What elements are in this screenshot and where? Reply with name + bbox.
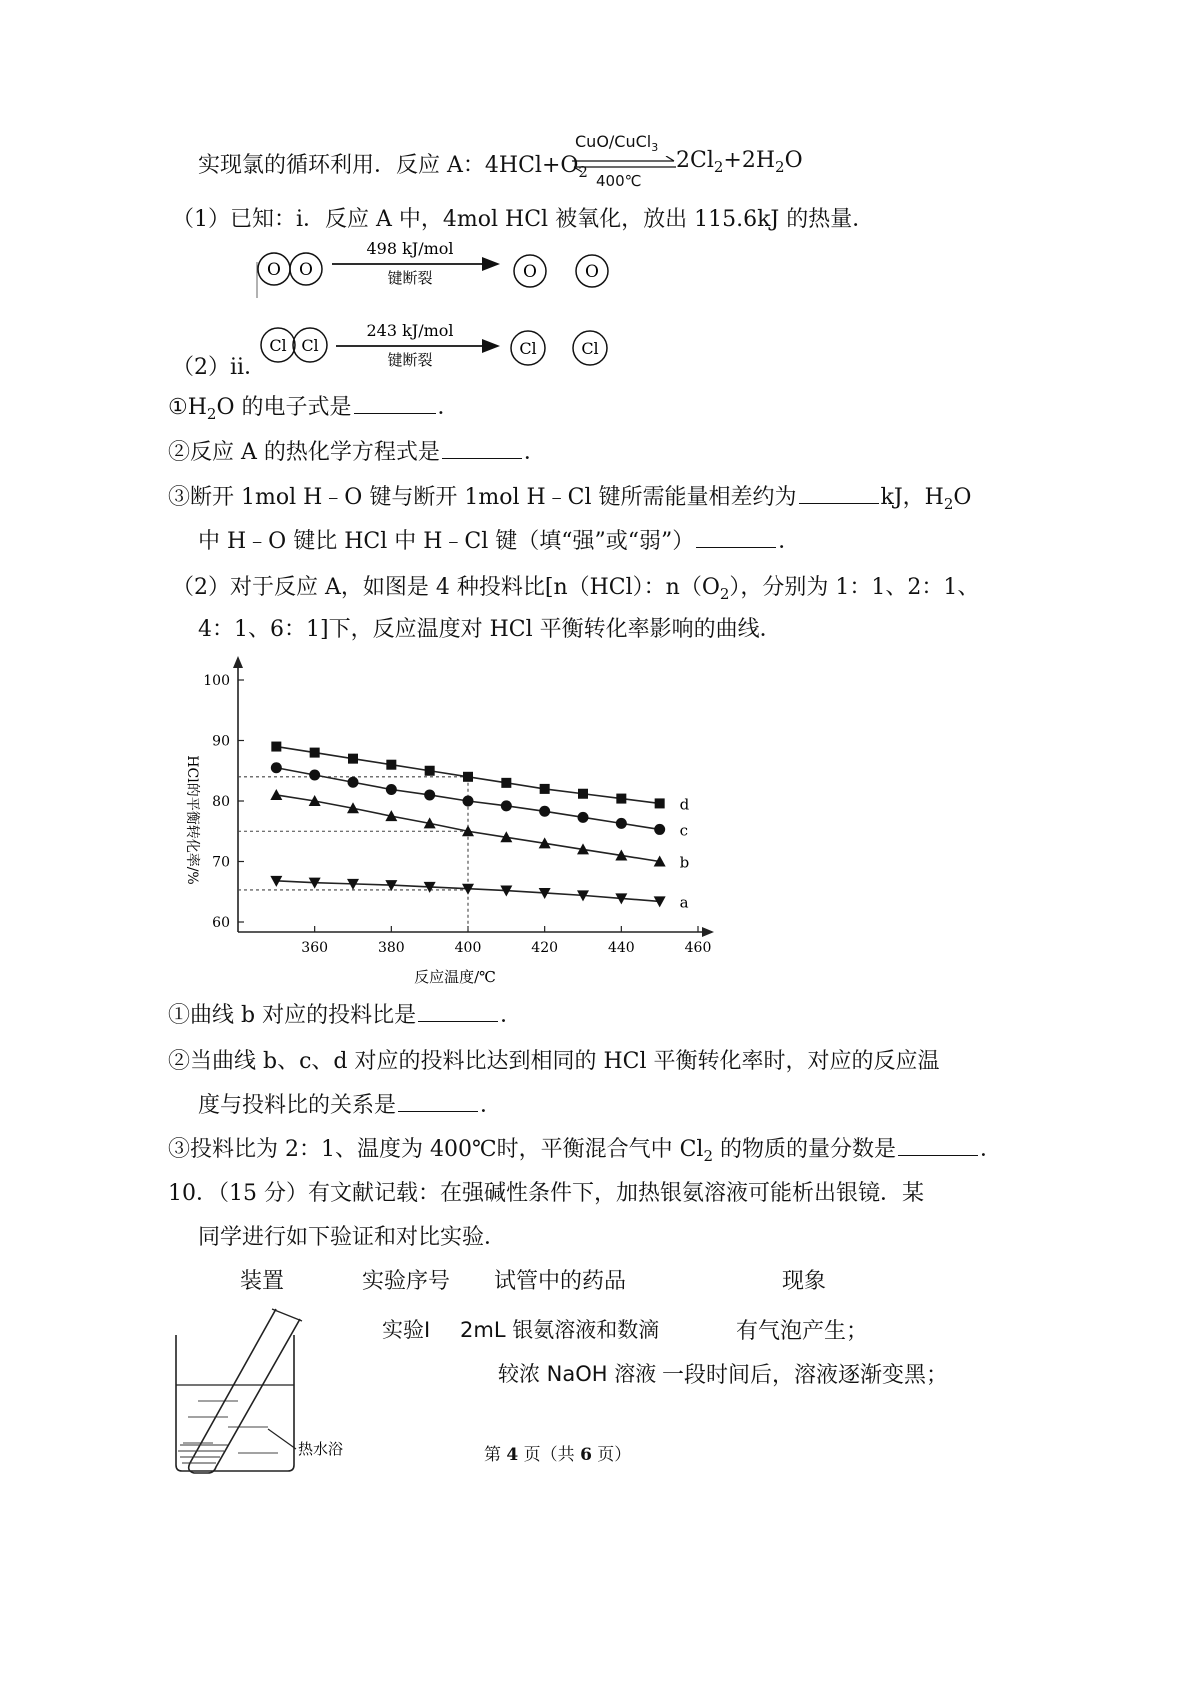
y-tick-label: 80 — [212, 794, 230, 810]
footer-text: 页） — [591, 1445, 632, 1465]
x-axis-label: 反应温度/℃ — [414, 968, 496, 986]
bond-energy-diagram — [250, 234, 630, 384]
item-text: ③断开 1mol H﹣O 键与断开 1mol H﹣Cl 键所需能量相差约为 — [168, 485, 797, 510]
rhs-o: O — [784, 148, 803, 173]
bond-energy-o: 498 kJ/mol — [366, 239, 454, 258]
subscript: 2 — [943, 495, 954, 513]
data-point-circle — [309, 769, 320, 780]
subscript: 2 — [719, 585, 730, 603]
item-text: ． — [437, 395, 460, 420]
bond-break-label: 键断裂 — [387, 351, 433, 369]
data-point-circle — [501, 800, 512, 811]
q1-item1 — [168, 390, 460, 423]
data-point-square — [655, 798, 665, 808]
page-footer — [484, 1440, 631, 1465]
catalyst-text: CuO/CuCl — [575, 132, 652, 151]
y-tick-label: 90 — [212, 733, 230, 750]
series-label-c: c — [679, 821, 689, 840]
atom-label: Cl — [301, 336, 319, 355]
x-tick-label: 420 — [531, 940, 559, 956]
data-point-square — [348, 754, 358, 764]
data-point-circle — [424, 789, 435, 800]
data-point-square — [310, 748, 320, 758]
catalyst-subscript: 3 — [651, 141, 659, 154]
reaction-catalyst — [575, 132, 658, 154]
data-point-triangle-down — [654, 896, 666, 907]
subscript: 2 — [206, 405, 217, 423]
table-row1-seq: 实验Ⅰ — [382, 1318, 431, 1342]
h2-subscript: 2 — [775, 158, 785, 176]
intro-line — [198, 148, 588, 181]
table-row1-phenomenon-line2: 一段时间后，溶液逐渐变黑； — [662, 1363, 949, 1388]
answer-blank[interactable] — [398, 1093, 478, 1112]
item-text: 的物质的量分数是 — [713, 1137, 896, 1162]
cl-atoms — [511, 331, 607, 365]
atom-label: Cl — [581, 339, 599, 358]
rhs-h: +2H — [723, 148, 776, 173]
data-point-square — [463, 772, 473, 782]
q2-item1 — [168, 998, 522, 1029]
data-point-square — [501, 778, 511, 788]
item-text: ． — [523, 440, 546, 465]
arrow-head — [482, 339, 500, 353]
page-total: 6 — [580, 1445, 592, 1465]
table-header-apparatus: 装置 — [240, 1269, 285, 1294]
x-tick-label: 440 — [607, 940, 635, 956]
item-text: ②反应 A 的热化学方程式是 — [168, 440, 440, 465]
arrow-head — [482, 257, 500, 271]
atom-label: Cl — [269, 336, 287, 355]
data-point-triangle-up — [270, 789, 282, 800]
atom-label: O — [523, 262, 537, 282]
q2-item2-line1: ②当曲线 b、c、d 对应的投料比达到相同的 HCl 平衡转化率时，对应的反应温 — [168, 1049, 940, 1074]
data-point-square — [578, 789, 588, 799]
hcl-conversion-chart — [168, 650, 728, 990]
item-text: ①H — [168, 395, 207, 420]
answer-blank[interactable] — [799, 485, 879, 504]
item-text: 中 H﹣O 键比 HCl 中 H﹣Cl 键（填“强”或“弱”） — [198, 529, 695, 554]
table-header-seq: 实验序号 — [362, 1269, 451, 1294]
bond-break-label: 键断裂 — [387, 269, 433, 287]
bond-energy-cl: 243 kJ/mol — [366, 321, 454, 340]
hot-water-bath-apparatus — [168, 1305, 378, 1480]
data-point-circle — [463, 796, 474, 807]
o2-subscript: 2 — [578, 163, 588, 181]
atom-label: O — [267, 260, 281, 280]
x-tick-label: 400 — [454, 940, 482, 956]
x-tick-label: 460 — [684, 940, 712, 956]
q2-line1 — [172, 570, 979, 603]
q2-item3 — [168, 1132, 1002, 1165]
data-point-circle — [616, 818, 627, 829]
series-label-a: a — [679, 893, 689, 912]
data-point-square — [386, 760, 396, 770]
o-atoms — [514, 255, 608, 287]
reaction-condition: 400℃ — [596, 172, 642, 190]
x-tick-label: 360 — [301, 940, 329, 956]
item-text: ． — [778, 529, 801, 554]
reaction-lhs: 4HCl+O — [484, 153, 579, 178]
table-row1-phenomenon-line1: 有气泡产生； — [736, 1319, 869, 1344]
data-point-square — [271, 742, 281, 752]
cl2-subscript: 2 — [713, 158, 724, 176]
data-point-circle — [654, 824, 665, 835]
item-text: 度与投料比的关系是 — [198, 1093, 397, 1118]
rhs-cl: 2Cl — [676, 148, 714, 173]
o2-molecule — [258, 253, 322, 285]
atom-label: Cl — [519, 339, 537, 358]
item-text: O 的电子式是 — [216, 395, 352, 420]
item-text: kJ，H — [880, 485, 944, 510]
test-tube — [189, 1309, 300, 1473]
hot-water-bath-label: 热水浴 — [298, 1440, 344, 1458]
atom-label: O — [585, 262, 599, 282]
series-label-d: d — [679, 795, 690, 814]
cl2-molecule — [261, 328, 327, 362]
data-point-square — [616, 794, 626, 804]
table-header-drugs: 试管中的药品 — [494, 1269, 627, 1294]
data-point-circle — [271, 762, 282, 773]
answer-blank[interactable] — [418, 1003, 498, 1022]
y-tick-label: 60 — [212, 915, 230, 931]
q10-line2: 同学进行如下验证和对比实验． — [198, 1225, 507, 1250]
footer-text: 第 — [484, 1445, 507, 1465]
y-tick-label: 70 — [212, 854, 230, 871]
answer-blank[interactable] — [898, 1137, 978, 1156]
q2-text: （2）对于反应 A，如图是 4 种投料比[n（HCl）：n（O — [172, 575, 720, 600]
q1-item2 — [168, 435, 546, 466]
data-point-circle — [386, 784, 397, 795]
table-row1-drug-line1: 2mL 银氨溶液和数滴 — [460, 1318, 660, 1342]
data-point-circle — [348, 777, 359, 788]
data-point-circle — [578, 812, 589, 823]
item-text: ①曲线 b 对应的投料比是 — [168, 1003, 417, 1028]
intro-text: 实现氯的循环利用．反应 A： — [198, 153, 485, 178]
x-tick-label: 380 — [377, 940, 405, 956]
y-axis-label: HCl的平衡转化率/% — [184, 755, 200, 885]
answer-blank[interactable] — [442, 440, 522, 459]
q2-item2-line2 — [198, 1088, 502, 1119]
reaction-rhs — [676, 148, 803, 176]
q1-item3-line2 — [198, 524, 800, 555]
subscript: 2 — [703, 1147, 713, 1165]
item-text: ． — [500, 1003, 523, 1028]
x-axis-arrow — [702, 927, 714, 937]
answer-blank[interactable] — [696, 529, 776, 548]
page-number: 4 — [506, 1445, 519, 1465]
table-header-phenomenon: 现象 — [782, 1269, 827, 1294]
footer-text: 页（共 — [518, 1445, 581, 1465]
q1-known-i: （1）已知：i．反应 A 中，4mol HCl 被氧化，放出 115.6kJ 的热量． — [172, 207, 875, 232]
data-point-square — [425, 766, 435, 776]
q1-item3 — [168, 480, 971, 513]
atom-label: O — [299, 260, 313, 280]
data-point-circle — [539, 806, 550, 817]
q10-line1: 10．（15 分）有文献记载：在强碱性条件下，加热银氨溶液可能析出银镜．某 — [168, 1181, 924, 1206]
item-text: ． — [480, 1093, 503, 1118]
q2-line2: 4：1、6：1]下，反应温度对 HCl 平衡转化率影响的曲线． — [198, 617, 782, 642]
data-point-square — [540, 784, 550, 794]
y-tick-label: 100 — [203, 673, 230, 689]
q1-known-ii: （2）ii． — [172, 355, 267, 380]
q2-text: ），分别为 1：1、2：1、 — [729, 575, 980, 600]
series-label-b: b — [679, 853, 690, 872]
y-axis-arrow — [233, 656, 243, 668]
answer-blank[interactable] — [354, 395, 436, 414]
item-text: O — [953, 485, 972, 510]
item-text: ③投料比为 2：1、温度为 400℃时，平衡混合气中 Cl — [168, 1137, 704, 1162]
item-text: ． — [980, 1137, 1003, 1162]
table-row1-drug-line2: 较浓 NaOH 溶液 — [498, 1362, 657, 1386]
